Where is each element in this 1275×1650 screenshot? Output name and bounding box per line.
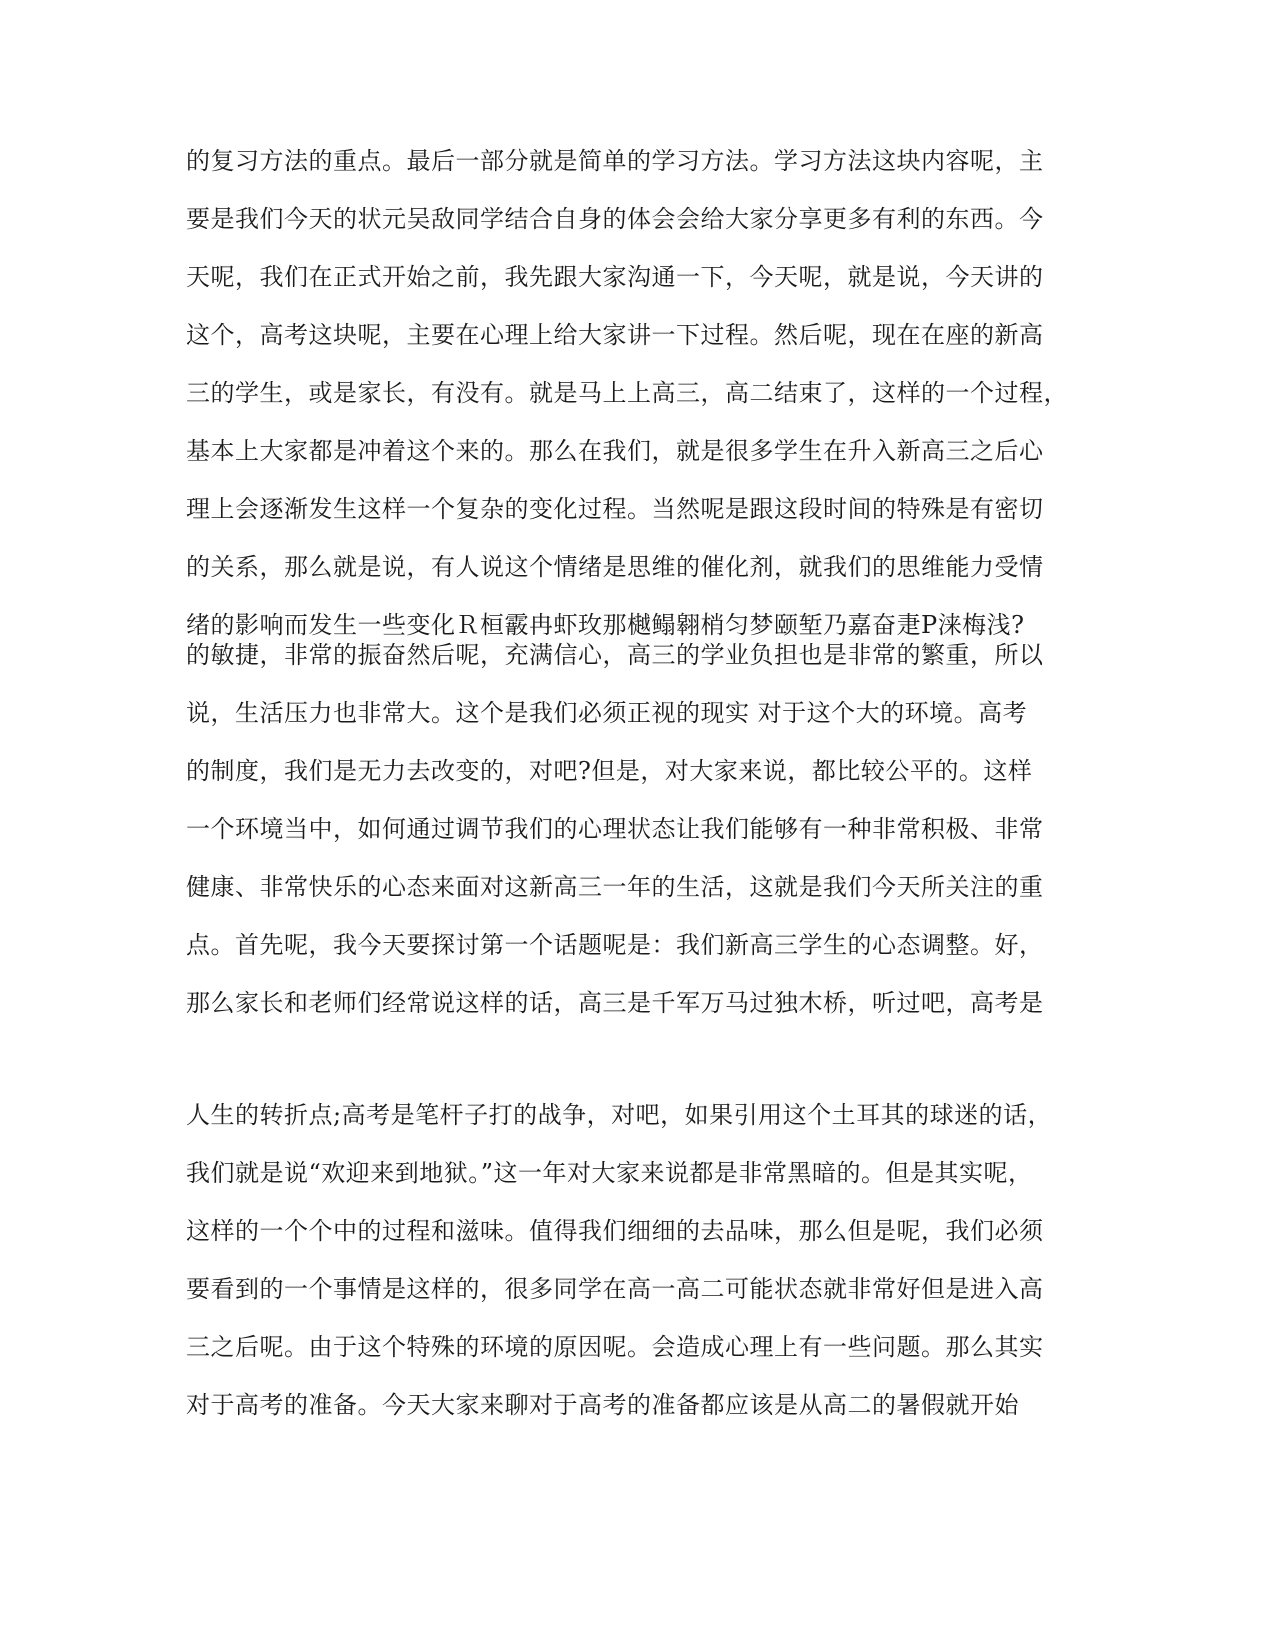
text-line: 绪的影响而发生一些变化Ｒ桓霰冉虾玫那樾鳎翱梢匀梦颐堑乃嘉奋疌P涞梅浅? (186, 611, 1025, 639)
text-line: 的复习方法的重点。最后一部分就是简单的学习方法。学习方法这块内容呢，主 (186, 147, 1044, 175)
text-line: 理上会逐渐发生这样一个复杂的变化过程。当然呢是跟这段时间的特殊是有密切 (186, 495, 1044, 523)
text-line: 要是我们今天的状元吴敌同学结合自身的体会会给大家分享更多有利的东西。今 (186, 205, 1044, 233)
text-line: 健康、非常快乐的心态来面对这新高三一年的生活，这就是我们今天所关注的重 (186, 873, 1044, 901)
text-line: 人生的转折点;高考是笔杆子打的战争，对吧，如果引用这个土耳其的球迷的话， (186, 1101, 1053, 1129)
text-line: 的关系，那么就是说，有人说这个情绪是思维的催化剂，就我们的思维能力受情 (186, 553, 1044, 581)
text-line: 天呢，我们在正式开始之前，我先跟大家沟通一下，今天呢，就是说，今天讲的 (186, 263, 1044, 291)
text-line: 我们就是说“欢迎来到地狱。”这一年对大家来说都是非常黑暗的。但是其实呢， (186, 1159, 1033, 1187)
text-line: 三的学生，或是家长，有没有。就是马上上高三，高二结束了，这样的一个过程， (186, 379, 1068, 407)
text-line: 点。首先呢，我今天要探讨第一个话题呢是：我们新高三学生的心态调整。好， (186, 931, 1044, 959)
text-line: 那么家长和老师们经常说这样的话，高三是千军万马过独木桥，听过吧，高考是 (186, 989, 1044, 1017)
text-line: 三之后呢。由于这个特殊的环境的原因呢。会造成心理上有一些问题。那么其实 (186, 1333, 1044, 1361)
text-line: 基本上大家都是冲着这个来的。那么在我们，就是很多学生在升入新高三之后心 (186, 437, 1044, 465)
text-line: 要看到的一个事情是这样的，很多同学在高一高二可能状态就非常好但是进入高 (186, 1275, 1044, 1303)
text-line: 的敏捷，非常的振奋然后呢，充满信心，高三的学业负担也是非常的繁重，所以 (186, 641, 1044, 669)
text-line: 这个，高考这块呢，主要在心理上给大家讲一下过程。然后呢，现在在座的新高 (186, 321, 1044, 349)
text-line: 一个环境当中，如何通过调节我们的心理状态让我们能够有一种非常积极、非常 (186, 815, 1044, 843)
text-line: 说，生活压力也非常大。这个是我们必须正视的现实 对于这个大的环境。高考 (186, 699, 1028, 727)
text-line: 的制度，我们是无力去改变的，对吧?但是，对大家来说，都比较公平的。这样 (186, 757, 1033, 785)
text-line: 这样的一个个中的过程和滋味。值得我们细细的去品味，那么但是呢，我们必须 (186, 1217, 1044, 1245)
text-line: 对于高考的准备。今天大家来聊对于高考的准备都应该是从高二的暑假就开始 (186, 1391, 1019, 1419)
